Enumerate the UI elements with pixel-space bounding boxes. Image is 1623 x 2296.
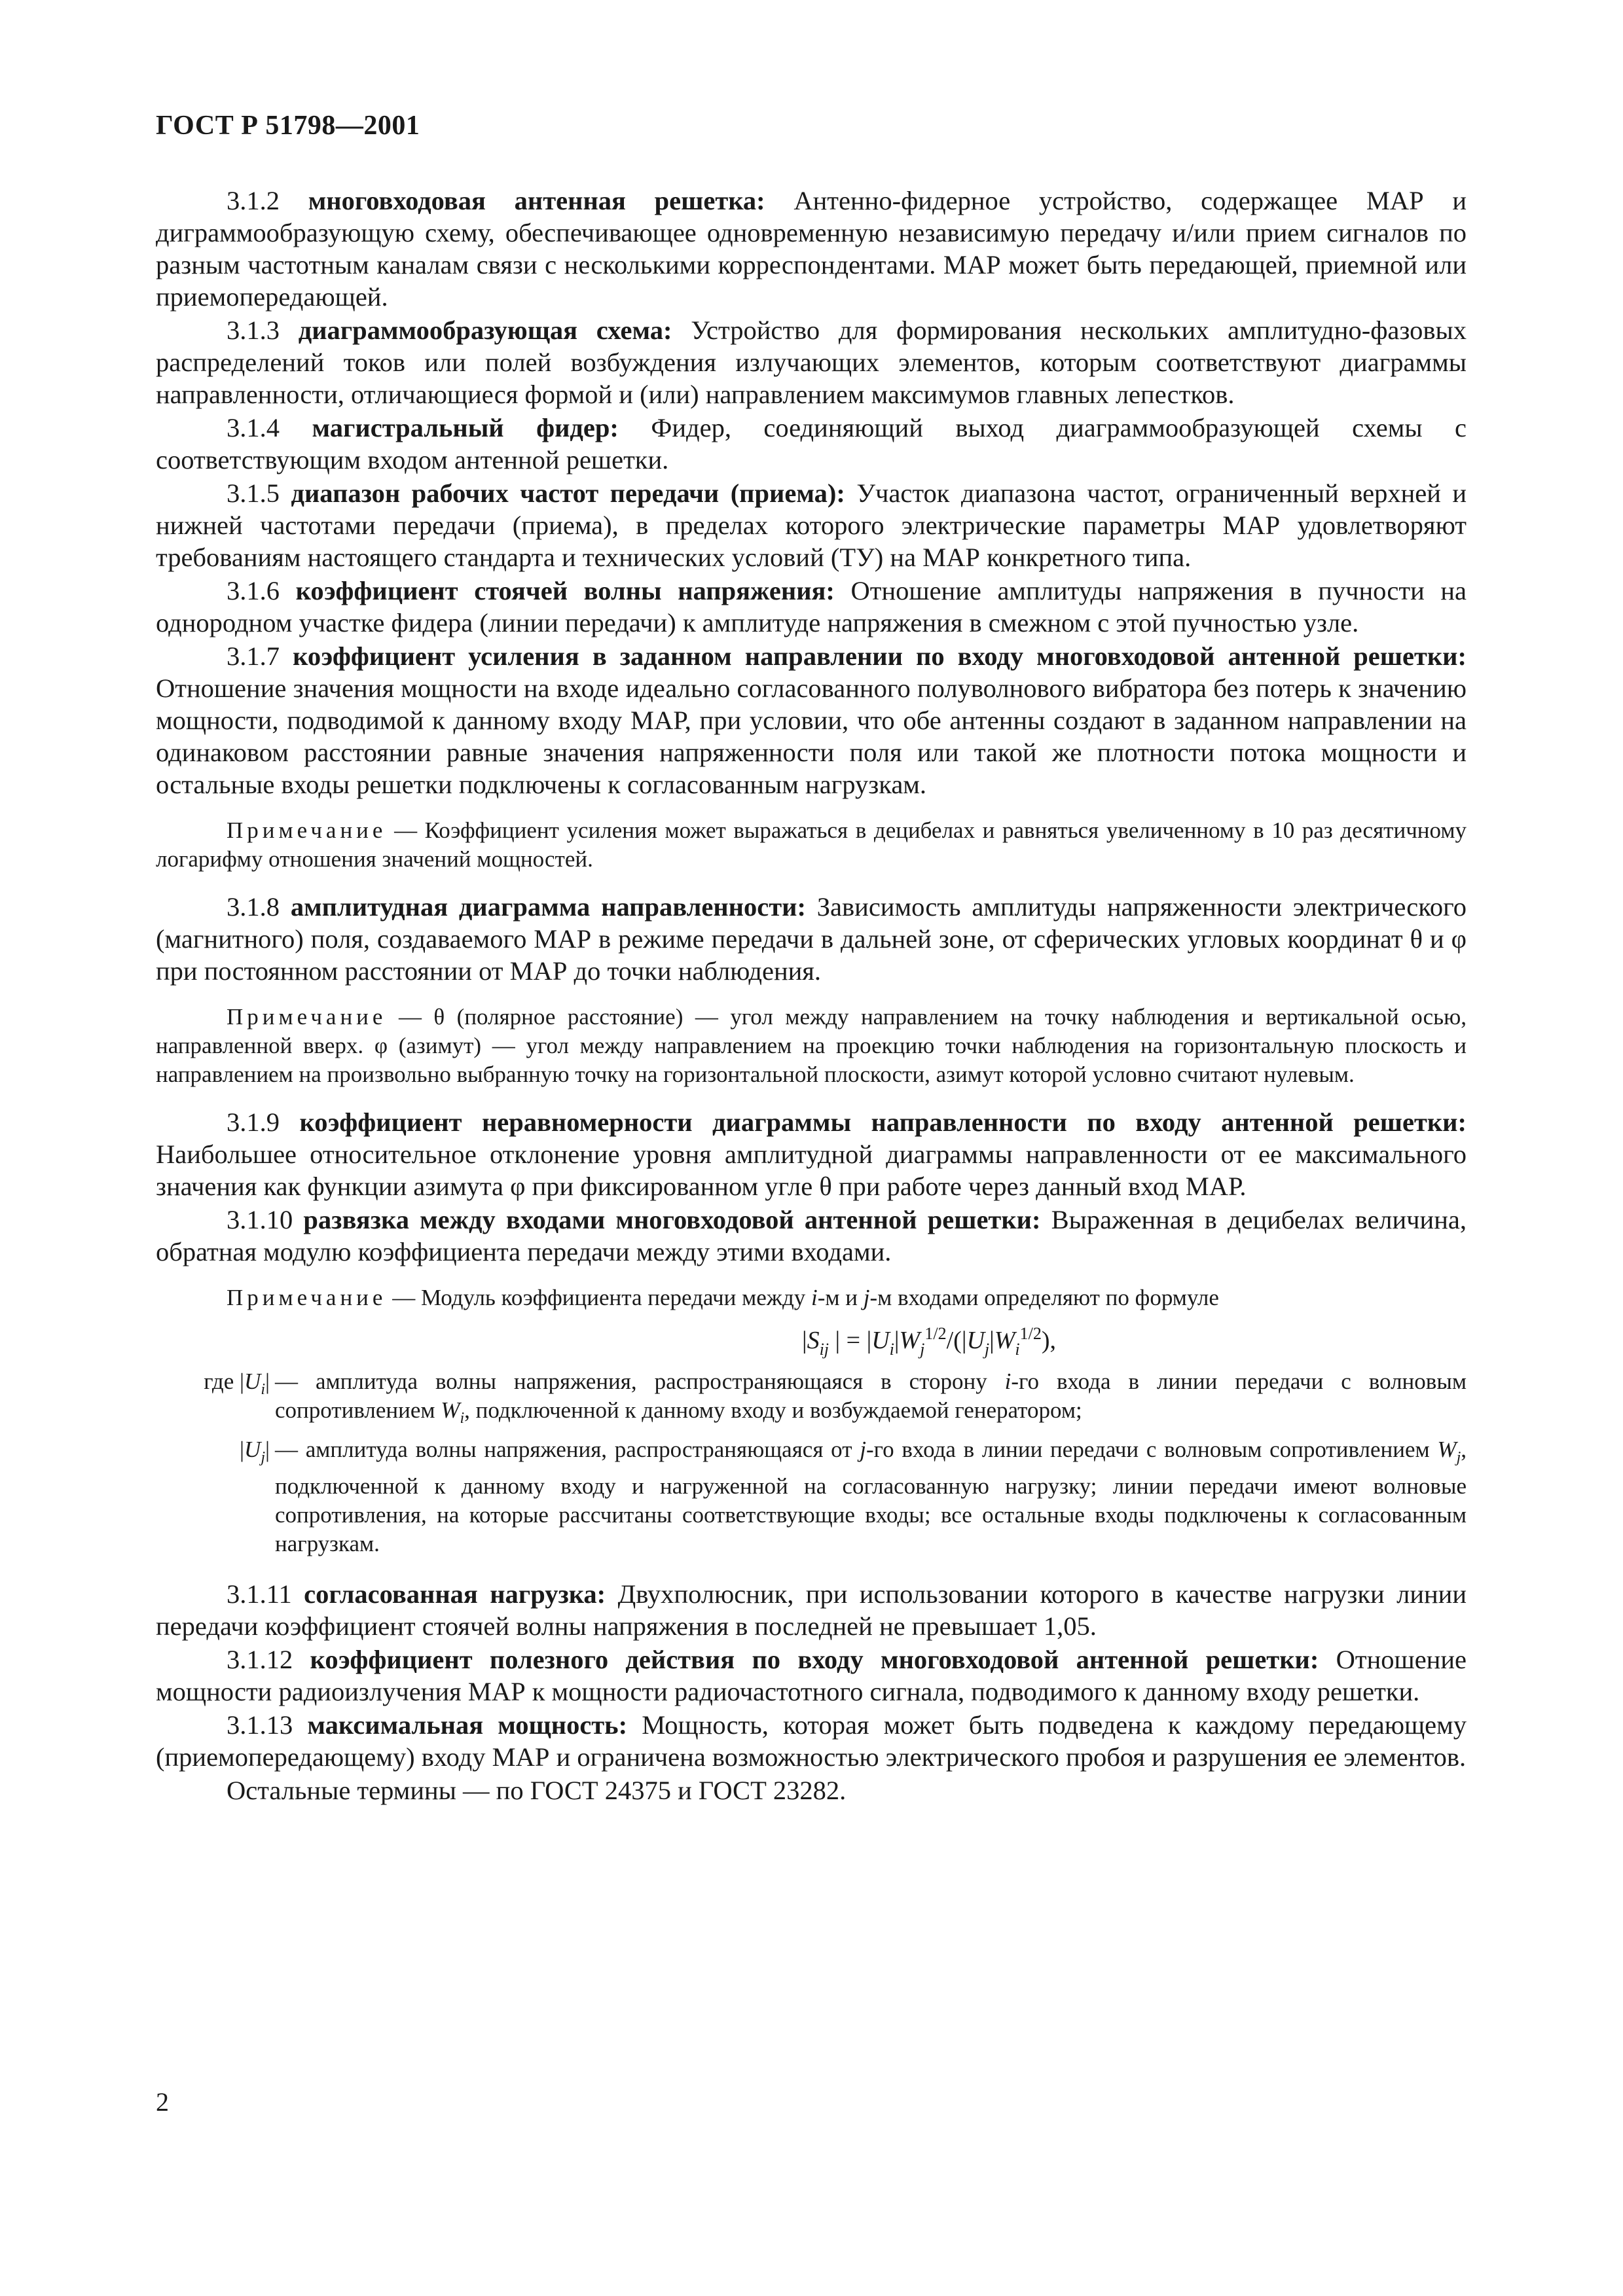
legend-description xyxy=(275,1435,1467,1558)
formula-u-i: U xyxy=(871,1327,890,1354)
formula-w-i: W xyxy=(994,1327,1015,1354)
term-3-1-6 xyxy=(156,575,1467,639)
legend-var-inline: i xyxy=(1004,1369,1012,1394)
term-title: коэффициент неравномерности диаграммы направленности по входу антенной решетки: xyxy=(299,1107,1467,1137)
formula-legend xyxy=(156,1367,1467,1558)
term-definition: Отношение мощности радиоизлучения МАР к мощности радиочастотного сигнала, подводимого к данному входу решетки. xyxy=(156,1645,1467,1706)
formula-w-j: W xyxy=(899,1327,921,1354)
term-3-1-7 xyxy=(156,640,1467,800)
legend-var-inline: j xyxy=(860,1437,866,1462)
term-definition: Отношение амплитуды напряжения в пучности на однородном участке фидера (линии передачи) к амплитуде напряжения в смежном с этой пучностью узле. xyxy=(156,576,1467,637)
formula-w-j-sub: j xyxy=(920,1340,925,1359)
legend-description xyxy=(275,1367,1467,1433)
term-3-1-2 xyxy=(156,185,1467,313)
note-var-j: j xyxy=(863,1285,870,1310)
term-3-1-13 xyxy=(156,1709,1467,1773)
formula-eq: = | xyxy=(840,1327,872,1354)
legend-row-u-i xyxy=(156,1367,1467,1433)
legend-var: U xyxy=(244,1437,261,1462)
term-number: 3.1.7 xyxy=(227,641,280,671)
formula: $|S_{ij}$ | = $|U_i|W_j^{1/2}/(|U_j|W_i^{1/2})$, xyxy=(801,1324,1057,1359)
term-title: диапазон рабочих частот передачи (приема): xyxy=(291,478,845,508)
page-number: 2 xyxy=(156,2087,169,2117)
legend-var-inline-sub: j xyxy=(1456,1449,1461,1466)
term-number: 3.1.13 xyxy=(227,1710,293,1740)
note-label: Примечание xyxy=(227,1285,387,1310)
term-title: амплитудная диаграмма направленности: xyxy=(290,892,806,922)
legend-text: — амплитуда волны напряжения, распространяющаяся в сторону xyxy=(275,1369,1005,1394)
legend-text: -го входа в линии передачи с волновым сопротивлением xyxy=(275,1369,1467,1423)
note-text-after: -м входами определяют по формуле xyxy=(869,1285,1219,1310)
term-title: согласованная нагрузка: xyxy=(304,1579,606,1609)
term-3-1-9 xyxy=(156,1106,1467,1202)
term-number: 3.1.5 xyxy=(227,478,280,508)
note-transmission xyxy=(156,1283,1467,1312)
term-3-1-3 xyxy=(156,314,1467,410)
term-definition: Наибольшее относительное отклонение уровня амплитудной диаграммы направленности от ее максимального значения как функции азимута φ при фиксированном угле θ при работе через данный вход МАР. xyxy=(156,1139,1467,1201)
legend-text: — амплитуда волны напряжения, распространяющаяся от xyxy=(275,1437,860,1462)
term-number: 3.1.12 xyxy=(227,1645,293,1674)
note-text-mid: -м и xyxy=(817,1285,864,1310)
formula-w-j-exp: 1/2 xyxy=(924,1324,947,1343)
term-3-1-4 xyxy=(156,412,1467,476)
document-body xyxy=(156,185,1467,1806)
note-text-before: — Модуль коэффициента передачи между xyxy=(392,1285,812,1310)
term-definition: Зависимость амплитуды напряженности электрического (магнитного) поля, создаваемого МАР в режиме передачи в дальней зоне, от сферических угловых координат θ и φ при постоянном расстоянии от МАР до точки наблюдения. xyxy=(156,892,1467,986)
term-title: коэффициент полезного действия по входу многовходовой антенной решетки: xyxy=(310,1645,1319,1674)
term-number: 3.1.9 xyxy=(227,1107,280,1137)
legend-text: , подключенной к данному входу и возбуждаемой генератором; xyxy=(464,1397,1082,1423)
term-number: 3.1.6 xyxy=(227,576,280,605)
term-title: диаграммообразующая схема: xyxy=(298,315,672,345)
legend-var-inline-sub: i xyxy=(460,1410,465,1427)
formula-w-i-sub: i xyxy=(1015,1340,1020,1359)
term-definition: Мощность, которая может быть подведена к каждому передающему (приемопередающему) входу МАР и ограничена возможностью электрического пробоя и разрушения ее элементов. xyxy=(156,1710,1467,1772)
term-3-1-5 xyxy=(156,477,1467,573)
legend-text: -го входа в линии передачи с волновым сопротивлением xyxy=(866,1437,1438,1462)
term-number: 3.1.10 xyxy=(227,1205,293,1234)
note-text: — θ (полярное расстояние) — угол между направлением на точку наблюдения и вертикальной осью, направленной вверх. φ (азимут) — угол между направлением на проекцию точки наблюдения на горизонтальную плоскость и направлением на произвольно выбранную точку на горизонтальной плоскости, азимут которой условно считают нулевым. xyxy=(156,1004,1467,1087)
formula-s: S xyxy=(807,1327,820,1354)
term-number: 3.1.8 xyxy=(227,892,280,922)
legend-prefix: где xyxy=(204,1369,234,1394)
note-text: — Коэффициент усиления может выражаться в децибелах и равняться увеличенному в 10 раз десятичному логарифму отношения значений мощностей. xyxy=(156,817,1467,872)
term-definition: Отношение значения мощности на входе идеально согласованного полуволнового вибратора без потерь к значению мощности, подводимой к данному входу МАР, при условии, что обе антенны создают в заданном направлении на одинаковом расстоянии равные значения напряженности поля или такой же плотности потока мощности и остальные входы решетки подключены к согласованным нагрузкам. xyxy=(156,673,1467,799)
term-definition: Устройство для формирования нескольких амплитудно-фазовых распределений токов или полей возбуждения излучающих элементов, которым соответствуют диаграммы направленности, отличающиеся формой и (или) направлением максимумов главных лепестков. xyxy=(156,315,1467,409)
term-3-1-10 xyxy=(156,1204,1467,1268)
term-number: 3.1.2 xyxy=(227,186,280,215)
term-number: 3.1.4 xyxy=(227,413,280,442)
term-number: 3.1.11 xyxy=(227,1579,292,1609)
legend-term: $|U_j|$ xyxy=(240,1437,270,1466)
note-var-i: i xyxy=(811,1285,818,1310)
term-title: максимальная мощность: xyxy=(307,1710,628,1740)
other-terms-reference: Остальные термины — по ГОСТ 24375 и ГОСТ 23282. xyxy=(227,1776,847,1805)
legend-var: U xyxy=(244,1369,261,1394)
term-title: коэффициент стоячей волны напряжения: xyxy=(295,576,835,605)
legend-row-u-j xyxy=(156,1435,1467,1558)
term-definition: Антенно-фидерное устройство, содержащее МАР и диграммообразующую схему, обеспечивающее одновременную независимую передачу и/или прием сигналов по разным частотным каналам связи с несколькими корреспондентами. МАР может быть передающей, приемной или приемопередающей. xyxy=(156,186,1467,312)
term-title: коэффициент усиления в заданном направлении по входу многовходовой антенной решетки: xyxy=(293,641,1467,671)
term-title: развязка между входами многовходовой антенной решетки: xyxy=(303,1205,1041,1234)
term-3-1-8 xyxy=(156,891,1467,987)
formula-w-i-exp: 1/2 xyxy=(1019,1324,1042,1343)
term-title: магистральный фидер: xyxy=(312,413,619,442)
formula-div: /( xyxy=(946,1327,962,1354)
legend-var-inline: W xyxy=(1437,1437,1457,1462)
formula-close: ), xyxy=(1041,1327,1057,1354)
formula-u-i-sub: i xyxy=(889,1340,894,1359)
term-3-1-12 xyxy=(156,1643,1467,1708)
term-definition: Фидер, соединяющий выход диаграммообразующей схемы с соответствующим входом антенной решетки. xyxy=(156,413,1467,475)
term-definition: Двухполюсник, при использовании которого в качестве нагрузки линии передачи коэффициент стоячей волны напряжения в последней не превышает 1,05. xyxy=(156,1579,1467,1641)
note-gain xyxy=(156,816,1467,874)
legend-var-sub: i xyxy=(261,1381,265,1398)
legend-text: , подключенной к данному входу и нагруженной на согласованную нагрузку; линии передачи имеют волновые сопротивления, на которые рассчитаны соответствующие входы; все остальные входы подключены к согласованным нагрузкам. xyxy=(275,1437,1467,1556)
term-title: многовходовая антенная решетка: xyxy=(308,186,765,215)
term-definition: Выраженная в децибелах величина, обратная модулю коэффициента передачи между этими входами. xyxy=(156,1205,1467,1266)
note-label: Примечание xyxy=(227,1004,387,1030)
formula-u-j-sub: j xyxy=(984,1340,990,1359)
note-label: Примечание xyxy=(227,817,387,843)
formula-ij: ij xyxy=(819,1340,830,1359)
legend-var-sub: j xyxy=(261,1449,265,1466)
document-header: ГОСТ Р 51798—2001 xyxy=(156,111,420,141)
note-angles xyxy=(156,1003,1467,1089)
term-number: 3.1.3 xyxy=(227,315,280,345)
legend-var-inline: W xyxy=(441,1397,460,1423)
term-3-1-11 xyxy=(156,1578,1467,1642)
formula-u-j: U xyxy=(966,1327,985,1354)
term-definition: Участок диапазона частот, ограниченный верхней и нижней частотами передачи (приема), в пределах которого электрические параметры МАР удовлетворяют требованиям настоящего стандарта и технических условий (ТУ) на МАР конкретного типа. xyxy=(156,478,1467,572)
legend-term: где $|U_i|$ xyxy=(204,1369,270,1398)
